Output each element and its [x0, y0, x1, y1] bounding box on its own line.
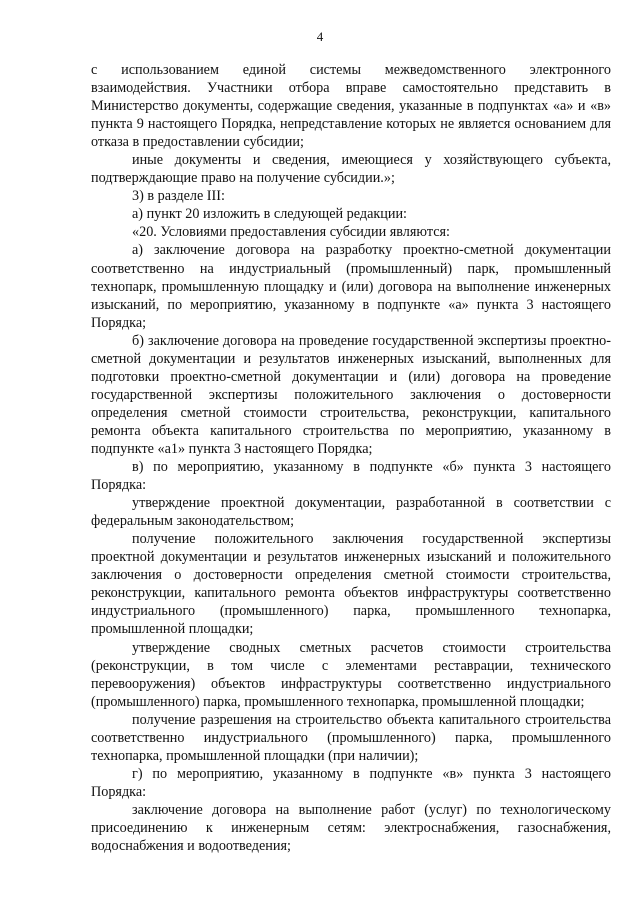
- page-number: 4: [316, 29, 324, 44]
- paragraph-positive-conclusion: получение положительного заключения государственной экспертизы проектной документации и результатов инженерных изысканий и положительного заключения о достоверности определения сметной стоимости строительства, реконструкции, капитального ремонта объектов инфраструктуры соответственно индустриального (промышленного) парка, промышленного технопарка, промышленной площадки;: [91, 531, 611, 638]
- paragraph-other-documents: иные документы и сведения, имеющиеся у хозяйствующего субъекта, подтверждающие право на получение субсидии.»;: [91, 152, 611, 187]
- paragraph-construction-permit: получение разрешения на строительство объекта капитального строительства соответственно индустриального (промышленного) парка, промышленного технопарка, промышленной площадки (при наличии);: [91, 711, 611, 764]
- paragraph-section-3: 3) в разделе III:: [132, 188, 225, 205]
- document-body: [91, 61, 611, 855]
- paragraph-subitem-v: в) по мероприятию, указанному в подпункте «б» пункта 3 настоящего Порядка:: [91, 459, 611, 494]
- paragraph-approval-project-docs: утверждение проектной документации, разработанной в соответствии с федеральным законодательством;: [91, 495, 611, 530]
- paragraph-utility-connection: заключение договора на выполнение работ (услуг) по технологическому присоединению к инженерным сетям: электроснабжения, газоснабжения, водоснабжения и водоотведения;: [91, 801, 611, 855]
- paragraph-subitem-a: а) заключение договора на разработку проектно-сметной документации соответственно на индустриальный (промышленный) парк, промышленный технопарк, промышленную площадку и (или) договора на выполнение инженерных изысканий, по мероприятию, указанному в подпункте «а» пункта 3 настоящего Порядка;: [91, 242, 611, 331]
- paragraph-item-20-amend: а) пункт 20 изложить в следующей редакции:: [132, 206, 407, 223]
- paragraph-subitem-g: г) по мероприятию, указанному в подпункте «в» пункта 3 настоящего Порядка:: [91, 765, 611, 800]
- paragraph-item-20-heading: «20. Условиями предоставления субсидии являются:: [132, 224, 450, 241]
- paragraph-interagency-interaction: с использованием единой системы межведомственного электронного взаимодействия. Участники отбора вправе самостоятельно представить в Министерство документы, содержащие сведения, указанные в подпунктах «а» и «в» пункта 9 настоящего Порядка, непредставление которых не является основанием для отказа в предоставлении субсидии;: [91, 62, 611, 151]
- paragraph-subitem-b: б) заключение договора на проведение государственной экспертизы проектно-сметной документации и результатов инженерных изысканий, выполненных для подготовки проектно-сметной документации и (или) договора на проведение государственной экспертизы положительного заключения о достоверности определения сметной стоимости строительства, реконструкции, капитального ремонта объекта капитального строительства по мероприятию, указанному в подпункте «а1» пункта 3 настоящего Порядка;: [91, 332, 611, 457]
- paragraph-summary-estimates: утверждение сводных сметных расчетов стоимости строительства (реконструкции, в том числе с элементами реставрации, технического перевооружения) объектов инфраструктуры соответственно индустриального (промышленного) парка, промышленного технопарка, промышленной площадки;: [91, 639, 611, 710]
